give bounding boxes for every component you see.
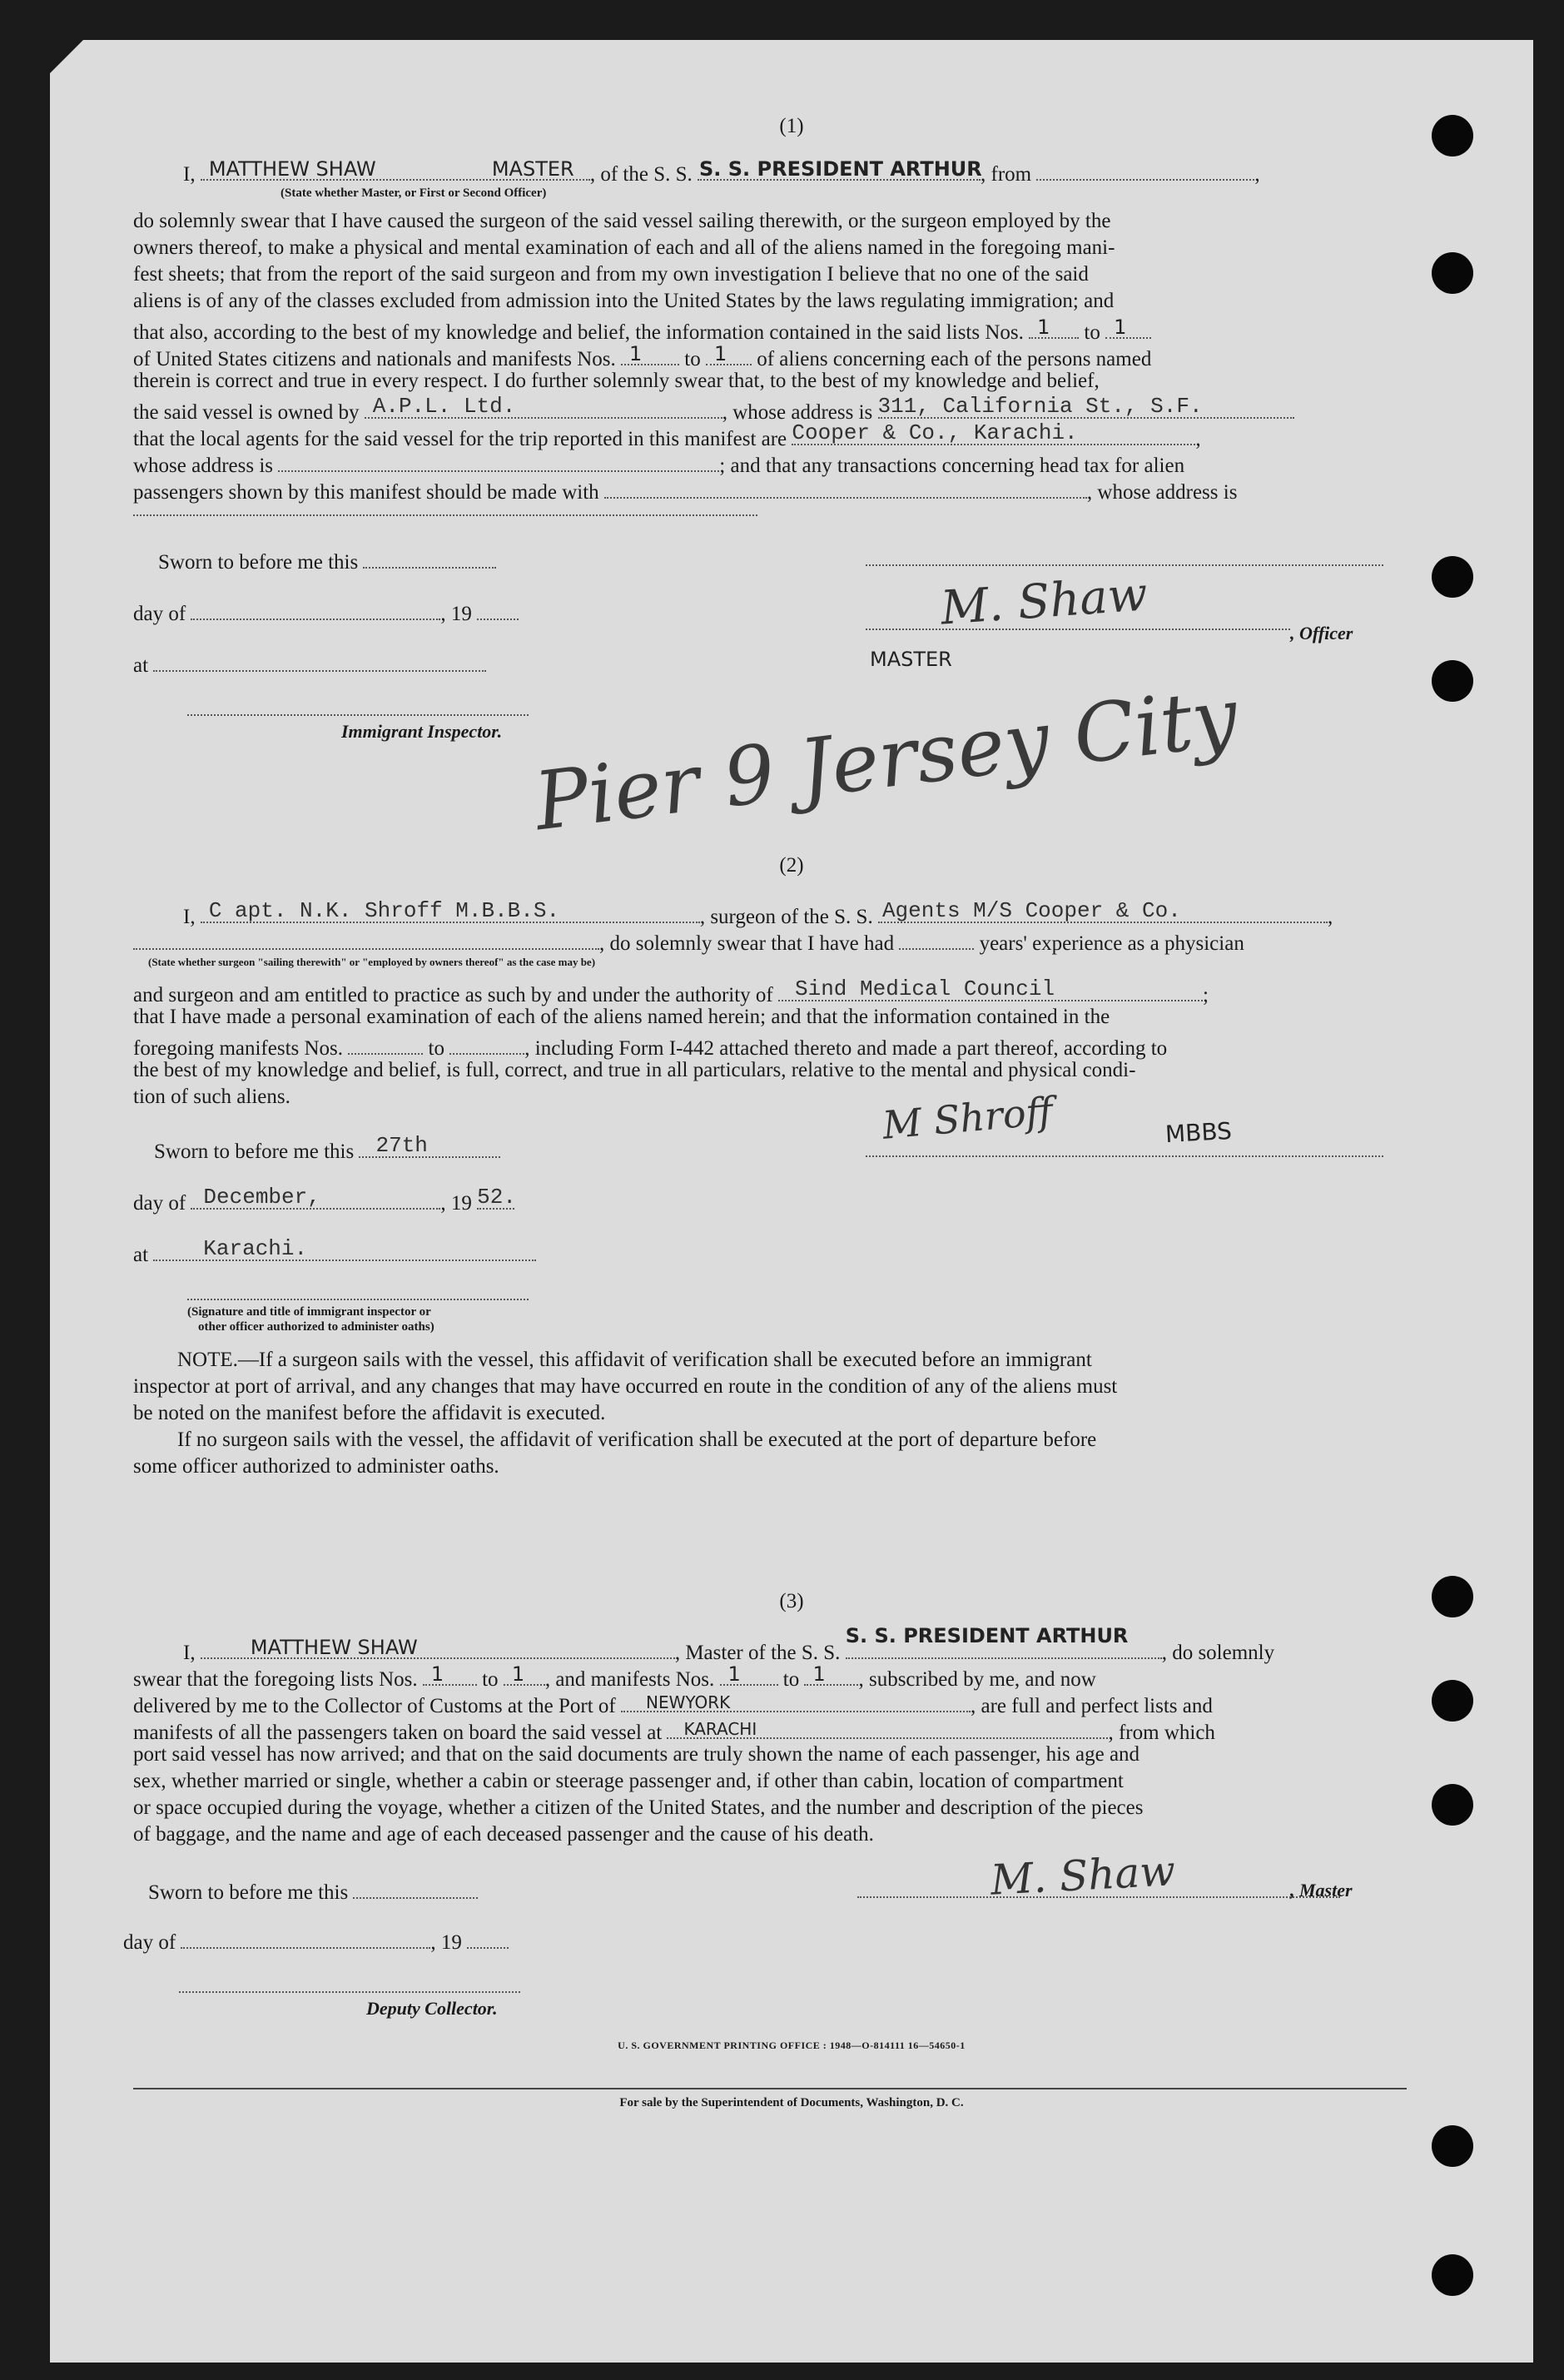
footer-rule [133, 2088, 1407, 2089]
s3-dayof-line: day of , 19 [123, 1926, 509, 1955]
s3-sworn-line: Sworn to before me this [148, 1876, 478, 1905]
s1-para-line-1: do solemnly swear that I have caused the surgeon of the said vessel sailing therewith, or the surgeon employed by the [133, 210, 1111, 232]
s1-rank: MASTER [491, 157, 574, 181]
s1-address-blank [133, 514, 757, 516]
s1-rank-caption: (State whether Master, or First or Second Officer) [281, 186, 547, 200]
s2-surgeon-name: C apt. N.K. Shroff M.B.B.S. [208, 898, 560, 923]
s2-month: December, [203, 1185, 320, 1210]
s1-signature-line-top [866, 564, 1383, 566]
s1-para-line-6: of United States citizens and nationals and manifests Nos. 1 to 1 of aliens concerning each of the persons named [133, 342, 1152, 370]
s3-line-1: I, MATTHEW SHAW , Master of the S. S. S. S. PRESIDENT ARTHUR , do solemnly [183, 1624, 1275, 1664]
s1-signature-title: MASTER [870, 648, 952, 671]
section-2-number: (2) [779, 854, 804, 877]
s3-signature-line [857, 1896, 1340, 1898]
s1-para-line-7: therein is correct and true in every respect. I do further solemnly swear that, to the best of my knowledge and belief, [133, 370, 1100, 392]
s3-collector-label: Deputy Collector. [366, 1998, 498, 2019]
s1-inspector-label: Immigrant Inspector. [341, 721, 503, 742]
s3-port-line: delivered by me to the Collector of Customs at the Port of NEWYORK , are full and perfect lists and [133, 1690, 1213, 1718]
footer-sale-note: For sale by the Superintendent of Documents, Washington, D. C. [619, 2096, 964, 2109]
s2-officer-caption-2: other officer authorized to administer oaths) [198, 1320, 434, 1334]
s1-address-line: whose address is ; and that any transactions concerning head tax for alien [133, 450, 1184, 478]
handwritten-pier-annotation: Pier 9 Jersey City [529, 669, 1243, 849]
s1-officer-signature: M. Shaw [939, 567, 1149, 636]
s2-surgeon-caption: (State whether surgeon "sailing therewith" or "employed by owners thereof" as the case may be) [148, 956, 596, 968]
s2-signature-line [866, 1155, 1383, 1157]
s3-collector-line [179, 1991, 520, 1993]
s1-headtax-line: passengers shown by this manifest should be made with , whose address is [133, 476, 1237, 504]
s1-owner: A.P.L. Ltd. [372, 394, 516, 419]
s2-note-line-3: be noted on the manifest before the affidavit is executed. [133, 1402, 606, 1424]
s2-note-line-4: If no surgeon sails with the vessel, the affidavit of verification shall be executed at the port of departure before [177, 1428, 1097, 1451]
s1-master-name: MATTHEW SHAW [208, 157, 376, 181]
s3-para-line-3: or space occupied during the voyage, whether a citizen of the United States, and the number and description of the pieces [133, 1796, 1144, 1819]
s3-master-label: , Master [1290, 1880, 1353, 1901]
manifest-affidavit-page [50, 40, 1533, 2363]
punch-hole [1432, 660, 1473, 702]
s2-dayof-line: day of December, , 19 52. [133, 1185, 516, 1215]
section-3-number: (3) [779, 1590, 804, 1612]
s3-para-line-1: port said vessel has now arrived; and that on the said documents are truly shown the name of each passenger, his age and [133, 1743, 1140, 1766]
s1-para-line-4: aliens is of any of the classes excluded from admission into the United States by the laws regulating immigration; and [133, 290, 1115, 312]
s2-place: Karachi. [203, 1236, 308, 1261]
s2-sworn-day: 27th [375, 1133, 428, 1158]
s1-owner-line: the said vessel is owned by A.P.L. Ltd. , whose address is 311, California St., S.F. [133, 396, 1294, 425]
punch-hole [1432, 2125, 1473, 2167]
s2-officer-line [187, 1299, 529, 1300]
s1-para-line-2: owners thereof, to make a physical and mental examination of each and all of the aliens named in the foregoing mani- [133, 236, 1115, 259]
s3-master-name: MATTHEW SHAW [250, 1636, 418, 1659]
punch-hole [1432, 252, 1473, 294]
s2-signature-title: MBBS [1164, 1116, 1233, 1149]
s1-at-line: at [133, 649, 486, 678]
s1-sworn-line: Sworn to before me this [158, 546, 496, 574]
punch-hole [1432, 1680, 1473, 1722]
s3-port: NEWYORK [646, 1692, 731, 1712]
s1-agents-line: that the local agents for the said vessel for the trip reported in this manifest are Cooper & Co., Karachi. , [133, 420, 1201, 450]
s2-line-1: I, C apt. N.K. Shroff M.B.B.S. , surgeon of the S. S. Agents M/S Cooper & Co. , [183, 898, 1333, 928]
s3-origin: KARACHI [683, 1719, 757, 1739]
s1-para-line-5: that also, according to the best of my knowledge and belief, the information contained in the said lists Nos. 1 to 1 [133, 316, 1151, 345]
s2-para-line-1: that I have made a personal examination of each of the aliens named herein; and that the information contained in the [133, 1006, 1110, 1028]
s2-sworn-line: Sworn to before me this 27th [154, 1135, 500, 1164]
s2-authority-line: and surgeon and am entitled to practice as such by and under the authority of Sind Medical Council ; [133, 976, 1209, 1006]
s1-line-1: I, MATTHEW SHAW MASTER , of the S. S. S. S. PRESIDENT ARTHUR , from , [183, 157, 1260, 186]
s2-authority: Sind Medical Council [795, 976, 1055, 1001]
s2-vessel: Agents M/S Cooper & Co. [881, 898, 1181, 923]
s3-origin-line: manifests of all the passengers taken on board the said vessel at KARACHI , from which [133, 1717, 1215, 1745]
s1-owner-address: 311, California St., S.F. [877, 394, 1203, 419]
s2-at-line: at Karachi. [133, 1239, 536, 1267]
s3-master-signature: M. Shaw [989, 1846, 1177, 1905]
s2-note-line-5: some officer authorized to administer oaths. [133, 1455, 499, 1478]
s2-note-line-2: inspector at port of arrival, and any changes that may have occurred en route in the condition of any of the aliens must [133, 1375, 1118, 1398]
s2-para-line-3: the best of my knowledge and belief, is full, correct, and true in all particulars, relative to the mental and physical condi- [133, 1059, 1136, 1081]
s3-para-line-4: of baggage, and the name and age of each deceased passenger and the cause of his death. [133, 1823, 874, 1846]
s1-signature-line [866, 629, 1290, 630]
punch-hole [1432, 1784, 1473, 1826]
s1-local-agents: Cooper & Co., Karachi. [792, 420, 1078, 445]
punch-hole [1432, 2254, 1473, 2296]
folded-corner [50, 40, 83, 73]
s1-inspector-line [187, 714, 529, 716]
s2-para-line-2: foregoing manifests Nos. to , including Form I-442 attached thereto and made a part thereof, according to [133, 1032, 1167, 1061]
s1-dayof-line: day of , 19 [133, 598, 519, 626]
s1-vessel-name: S. S. PRESIDENT ARTHUR [699, 157, 982, 181]
section-1-number: (1) [779, 115, 804, 137]
s2-note-line-1: NOTE.—If a surgeon sails with the vessel, this affidavit of verification shall be executed before an immigrant [177, 1349, 1092, 1371]
s3-vessel-name: S. S. PRESIDENT ARTHUR [845, 1624, 1129, 1647]
s1-para-line-3: fest sheets; that from the report of the said surgeon and from my own investigation I believe that no one of the said [133, 263, 1089, 286]
s3-para-line-2: sex, whether married or single, whether a cabin or steerage passenger and, if other than cabin, location of compartment [133, 1770, 1124, 1792]
s2-officer-caption-1: (Signature and title of immigrant inspector or [187, 1305, 431, 1319]
s2-surgeon-signature: M Shroff [881, 1088, 1055, 1148]
s3-lists-line: swear that the foregoing lists Nos. 1 to 1 , and manifests Nos. 1 to 1 , subscribed by me, and now [133, 1662, 1096, 1691]
footer-printing-office: U. S. GOVERNMENT PRINTING OFFICE : 1948—O-814111 16—54650-1 [618, 2040, 966, 2051]
s1-officer-label: , Officer [1290, 623, 1353, 643]
s2-year: 52. [477, 1185, 516, 1210]
punch-hole [1432, 556, 1473, 598]
s2-para-line-4: tion of such aliens. [133, 1086, 290, 1108]
s2-line-2: , do solemnly swear that I have had years' experience as a physician [133, 927, 1244, 956]
